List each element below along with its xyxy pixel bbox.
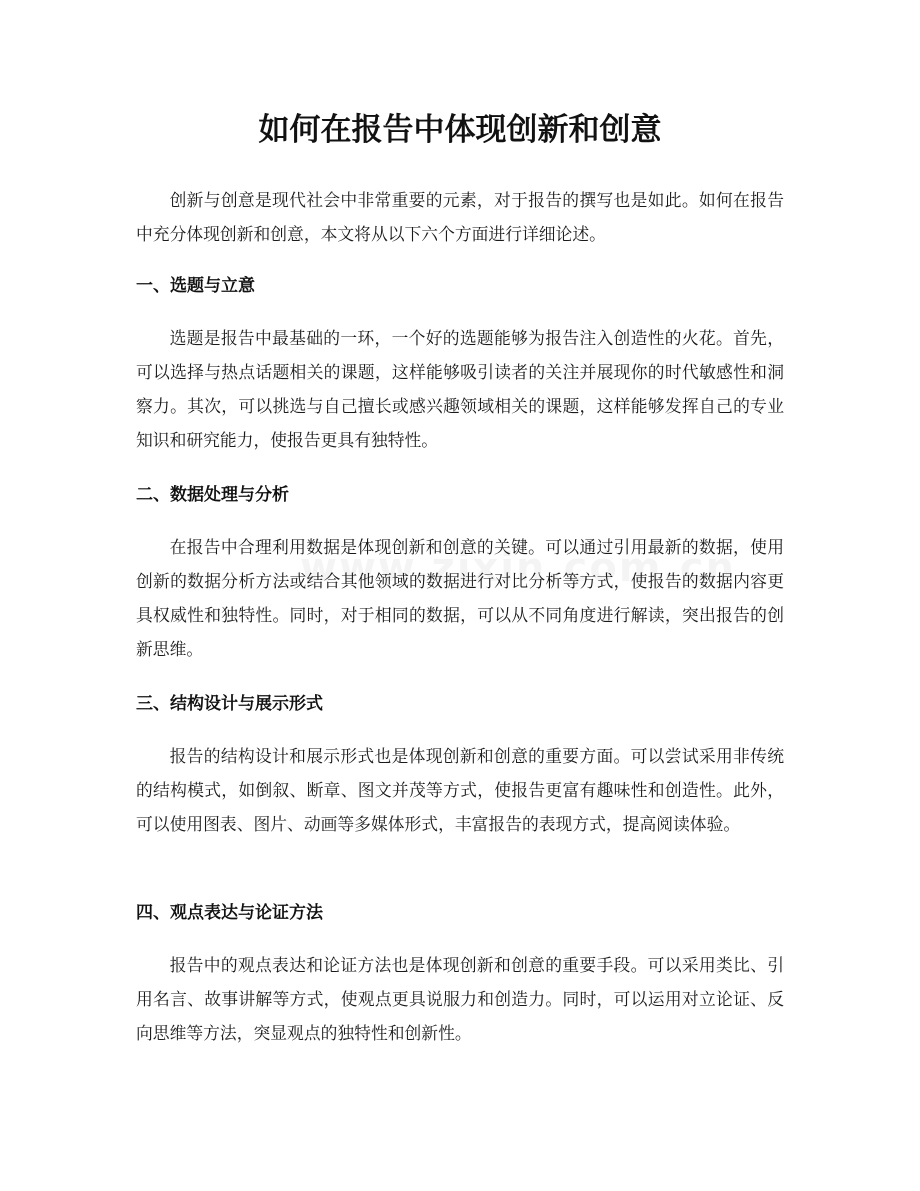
section-body-4: 报告中的观点表达和论证方法也是体现创新和创意的重要手段。可以采用类比、引用名言、故事讲解等方式，使观点更具说服力和创造力。同时，可以运用对立论证、反向思维等方法，突显观点的独特性和创新性。 [136,955,784,1043]
intro-paragraph: 创新与创意是现代社会中非常重要的元素，对于报告的撰写也是如此。如何在报告中充分体现创新和创意，本文将从以下六个方面进行详细论述。 [136,190,784,244]
section-heading-3: 三、结构设计与展示形式 [136,694,323,714]
section-body-3: 报告的结构设计和展示形式也是体现创新和创意的重要方面。可以尝试采用非传统的结构模式，如倒叙、断章、图文并茂等方式，使报告更富有趣味性和创造性。此外，可以使用图表、图片、动画等多媒体形式，丰富报告的表现方式，提高阅读体验。 [136,746,784,834]
document-title: 如何在报告中体现创新和创意 [258,112,662,148]
section-body-2: 在报告中合理利用数据是体现创新和创意的关键。可以通过引用最新的数据，使用创新的数据分析方法或结合其他领域的数据进行对比分析等方式，使报告的数据内容更具权威性和独特性。同时，对于相同的数据，可以从不同角度进行解读，突出报告的创新思维。 [136,537,784,659]
section-heading-1: 一、选题与立意 [136,276,255,296]
section-heading-2: 二、数据处理与分析 [136,485,289,505]
section-heading-4: 四、观点表达与论证方法 [136,903,323,923]
section-body-1: 选题是报告中最基础的一环，一个好的选题能够为报告注入创造性的火花。首先，可以选择与热点话题相关的课题，这样能够吸引读者的关注并展现你的时代敏感性和洞察力。其次，可以挑选与自己擅长或感兴趣领域相关的课题，这样能够发挥自己的专业知识和研究能力，使报告更具有独特性。 [136,328,784,450]
